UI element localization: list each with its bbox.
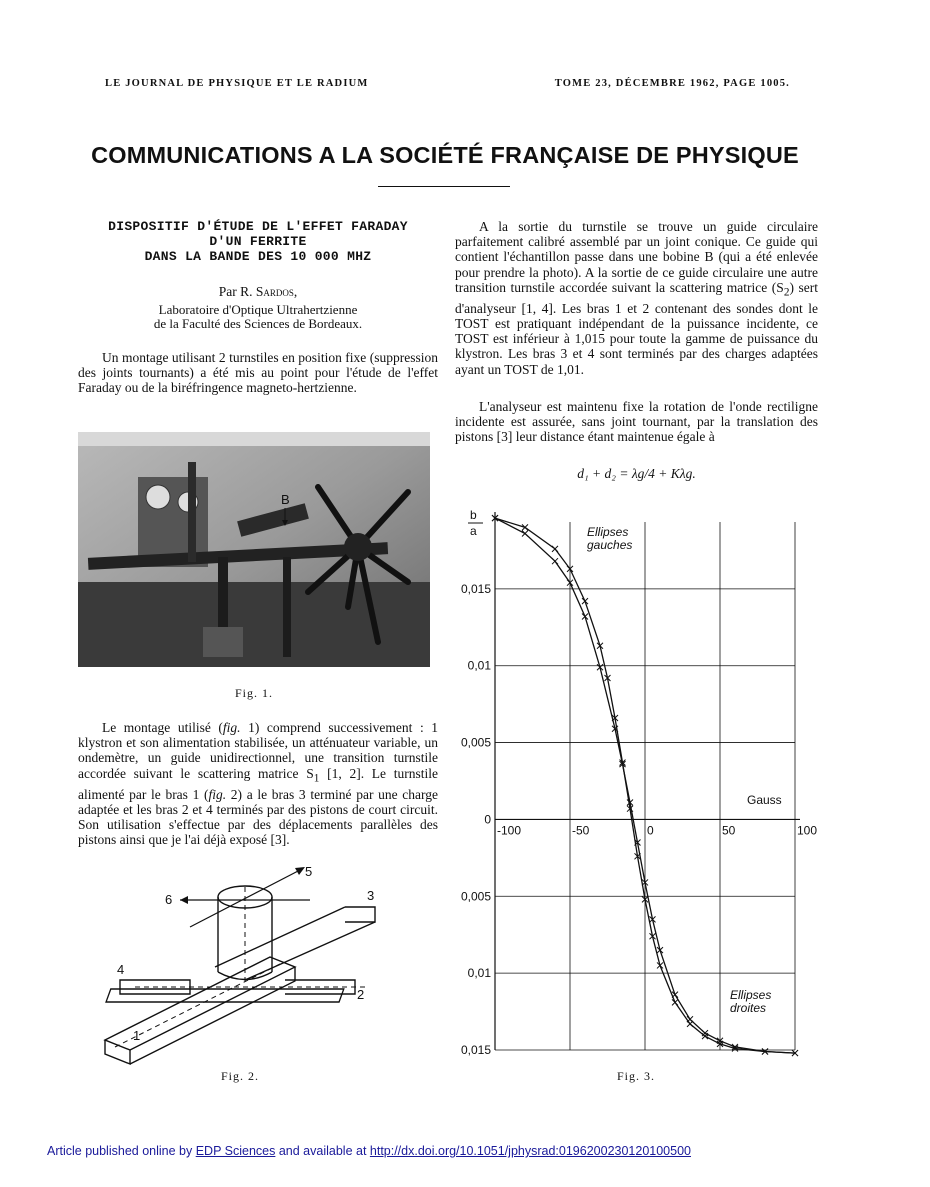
fig-ref-2: fig.: [208, 786, 227, 802]
doi-link[interactable]: http://dx.doi.org/10.1051/jphysrad:0196200230120100500: [369, 1144, 691, 1158]
data-point-marker: [552, 546, 558, 552]
paragraph-rotation: L'analyseur est maintenu fixe la rotation de l'onde rectiligne incidente est assurée, sans joint tournant, par la translation des pistons [3] leur distance étant maintenue égale à: [455, 399, 818, 445]
author-prefix: Par R.: [218, 284, 253, 299]
annotation-ellipses-gauches-1: Ellipses: [587, 525, 629, 539]
subscript-s1: 1: [313, 772, 320, 785]
y-axis-label-a: a: [470, 524, 477, 538]
y-tick-label: 0: [484, 812, 491, 827]
fig2-label-4: 4: [117, 962, 125, 977]
x-tick-label: 0: [647, 823, 654, 838]
article-title: [78, 219, 438, 264]
paragraph-setup-text-1: Le montage utilisé (: [102, 720, 223, 735]
footer-prefix: Article published online by: [47, 1144, 196, 1158]
author-name: Sardos,: [255, 284, 298, 299]
running-head-left: LE JOURNAL DE PHYSIQUE ET LE RADIUM: [105, 78, 369, 89]
y-tick-label: 0,005: [460, 889, 491, 904]
fig1-label-b: B: [281, 492, 290, 507]
fig2-label-1: 1: [133, 1028, 141, 1043]
y-tick-label: 0,015: [460, 581, 491, 596]
x-axis-label: Gauss: [747, 793, 782, 807]
fig2-label-6: 6: [165, 892, 173, 907]
equation: d₁ + d₂ = λg/4 + Kλg.: [577, 466, 696, 481]
y-axis-label-b: b: [470, 508, 477, 522]
x-tick-label: 100: [797, 823, 817, 838]
y-tick-label: 0,01: [467, 658, 491, 673]
affiliation-line-2: de la Faculté des Sciences de Bordeaux.: [153, 316, 363, 331]
data-point-marker: [702, 1030, 708, 1036]
running-head-right: TOME 23, DÉCEMBRE 1962, PAGE 1005.: [554, 78, 790, 89]
fig3-chart: [455, 490, 817, 1065]
paragraph-setup-text-3: [1, 2]. Le turnstile alimenté par le bras 1 (: [78, 765, 438, 802]
fig1-caption: Fig. 1.: [234, 686, 273, 700]
fig2-turnstile-diagram: [95, 862, 385, 1067]
paragraph-setup: [78, 720, 438, 847]
x-tick-label: -100: [497, 823, 522, 838]
paragraph-intro: Un montage utilisant 2 turnstiles en position fixe (suppression des joints tournants) a été mis au point pour l'étude de l'effet Faraday ou de la biréfringence magneto-hertzienne.: [78, 350, 438, 396]
y-tick-label: 0,015: [460, 1043, 491, 1057]
author-line: [78, 284, 438, 300]
affiliation-line-1: Laboratoire d'Optique Ultrahertzienne: [158, 302, 358, 317]
article-title-line-1: DISPOSITIF D'ÉTUDE DE L'EFFET FARADAY: [108, 219, 408, 234]
data-point-marker: [552, 558, 558, 564]
annotation-ellipses-droites-2: droites: [730, 1001, 767, 1015]
data-point-marker: [687, 1016, 693, 1022]
y-tick-label: 0,005: [460, 735, 491, 750]
fig1-photo: [78, 432, 430, 667]
x-tick-label: -50: [572, 823, 590, 838]
fig2-label-5: 5: [305, 864, 313, 879]
edp-sciences-link[interactable]: EDP Sciences: [195, 1144, 276, 1158]
paragraph-analyser-text-2: ) sert d'analyseur [1, 4]. Les bras 1 et 2 contenant des sondes dont le TOST est pratiquant indépendant de la puissance incidente, ce TOST est inférieur à 1,015 pour toute la gamme de puissance du klystron. Les bras 3 et 4 sont terminés par des charges adaptées ayant un TOST de 1,01.: [455, 279, 818, 377]
fig2-caption: Fig. 2.: [220, 1069, 259, 1083]
paragraph-setup-text-4: 2) a le bras 3 terminé par une charge adaptée et les bras 2 et 4 terminés par des pistons de court circuit. Son utilisation s'effectue par des déplacements parallèles des pistons ainsi que je l'ai déjà exposé [3].: [78, 786, 438, 848]
data-point-marker: [582, 598, 588, 604]
article-title-line-2: D'UN FERRITE: [209, 234, 307, 249]
data-point-marker: [522, 531, 528, 537]
fig2-label-3: 3: [367, 888, 375, 903]
footer-middle: and available at: [275, 1144, 370, 1158]
title-rule: [378, 186, 510, 187]
x-tick-label: 50: [722, 823, 736, 838]
data-point-marker: [672, 992, 678, 998]
annotation-ellipses-gauches-2: gauches: [587, 538, 633, 552]
data-point-marker: [672, 999, 678, 1005]
fig-ref-1: fig.: [222, 720, 241, 735]
page-title: COMMUNICATIONS A LA SOCIÉTÉ FRANÇAISE DE PHYSIQUE: [91, 142, 799, 168]
footer: [47, 1144, 691, 1158]
article-title-line-3: DANS LA BANDE DES 10 000 MHZ: [144, 249, 372, 264]
paragraph-setup-text-2: 1) comprend successivement : 1 klystron et son alimentation stabilisée, un atténuateur variable, un ondemètre, un guide unidirectionnel, une transition turnstile accordée suivant le scattering matrice S: [78, 720, 439, 781]
paragraph-analyser-text-1: A la sortie du turnstile se trouve un guide circulaire parfaitement calibré assemblé par un joint conique. Ce guide qui contient l'échantillon passe dans une bobine B (qui a été enlevée pour prendre la photo). A la sortie de ce guide circulaire une autre transition turnstile accordée suivant la scattering matrice (S: [455, 219, 818, 295]
fig2-label-2: 2: [357, 987, 365, 1002]
fig3-caption: Fig. 3.: [616, 1069, 655, 1083]
annotation-ellipses-droites-1: Ellipses: [730, 988, 772, 1002]
chart-grid: [495, 512, 800, 1050]
affiliation: [78, 303, 438, 331]
paragraph-analyser: [455, 219, 818, 377]
y-tick-label: 0,01: [467, 966, 491, 981]
subscript-s2: 2: [783, 286, 790, 299]
